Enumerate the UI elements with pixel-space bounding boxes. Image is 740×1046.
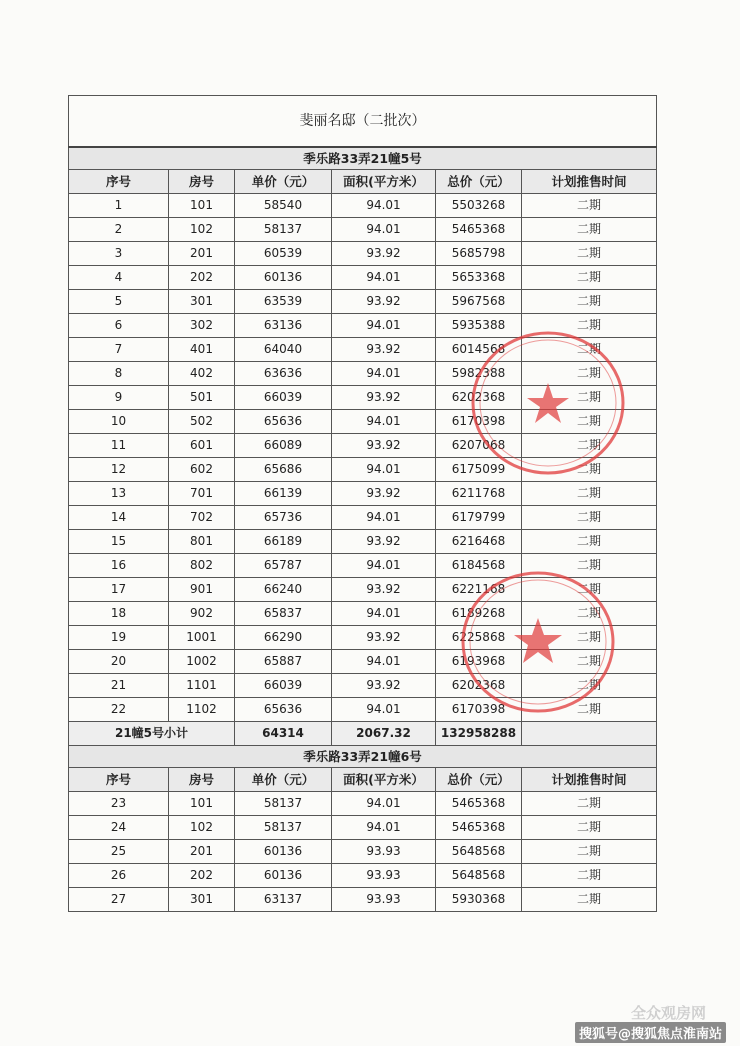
cell-unit-price: 64040 <box>235 338 332 362</box>
section-row <box>69 746 657 768</box>
watermark-site: 全众观房网 <box>630 1004 706 1022</box>
cell-total-price: 5982388 <box>436 362 522 386</box>
subtotal-empty <box>522 722 657 746</box>
cell-index: 6 <box>69 314 169 338</box>
cell-index: 21 <box>69 674 169 698</box>
cell-area: 94.01 <box>332 602 436 626</box>
cell-sale-phase: 二期 <box>522 626 657 650</box>
cell-area: 93.92 <box>332 674 436 698</box>
cell-total-price: 6225868 <box>436 626 522 650</box>
cell-area: 93.93 <box>332 888 436 912</box>
cell-area: 94.01 <box>332 650 436 674</box>
cell-unit-price: 66089 <box>235 434 332 458</box>
cell-total-price: 6221168 <box>436 578 522 602</box>
section-title: 季乐路33弄21幢6号 <box>69 746 657 768</box>
cell-sale-phase: 二期 <box>522 578 657 602</box>
cell-area: 94.01 <box>332 410 436 434</box>
cell-total-price: 6170398 <box>436 698 522 722</box>
cell-total-price: 5465368 <box>436 218 522 242</box>
cell-total-price: 5653368 <box>436 266 522 290</box>
cell-index: 20 <box>69 650 169 674</box>
cell-total-price: 6211768 <box>436 482 522 506</box>
section-row <box>69 147 657 170</box>
cell-area: 93.92 <box>332 386 436 410</box>
table-row <box>69 698 657 722</box>
table-row <box>69 458 657 482</box>
cell-room: 902 <box>169 602 235 626</box>
cell-area: 93.92 <box>332 578 436 602</box>
subtotal-total: 132958288 <box>436 722 522 746</box>
cell-index: 18 <box>69 602 169 626</box>
cell-room: 602 <box>169 458 235 482</box>
cell-unit-price: 63539 <box>235 290 332 314</box>
header-row <box>69 768 657 792</box>
table-row <box>69 410 657 434</box>
cell-room: 1101 <box>169 674 235 698</box>
table-row <box>69 602 657 626</box>
table-row <box>69 650 657 674</box>
cell-sale-phase: 二期 <box>522 530 657 554</box>
cell-total-price: 5935388 <box>436 314 522 338</box>
cell-sale-phase: 二期 <box>522 242 657 266</box>
section-title: 季乐路33弄21幢5号 <box>69 147 657 170</box>
cell-unit-price: 60136 <box>235 840 332 864</box>
table-row <box>69 674 657 698</box>
cell-total-price: 5465368 <box>436 792 522 816</box>
cell-area: 94.01 <box>332 506 436 530</box>
cell-unit-price: 65686 <box>235 458 332 482</box>
table-row <box>69 290 657 314</box>
cell-area: 93.92 <box>332 626 436 650</box>
cell-room: 202 <box>169 266 235 290</box>
cell-room: 1102 <box>169 698 235 722</box>
table-row <box>69 266 657 290</box>
cell-index: 12 <box>69 458 169 482</box>
cell-index: 9 <box>69 386 169 410</box>
table-row <box>69 194 657 218</box>
cell-area: 93.92 <box>332 530 436 554</box>
cell-total-price: 6202368 <box>436 674 522 698</box>
cell-index: 2 <box>69 218 169 242</box>
cell-sale-phase: 二期 <box>522 482 657 506</box>
cell-room: 502 <box>169 410 235 434</box>
column-header: 序号 <box>69 170 169 194</box>
cell-index: 10 <box>69 410 169 434</box>
cell-total-price: 6175099 <box>436 458 522 482</box>
cell-index: 1 <box>69 194 169 218</box>
column-header: 总价（元） <box>436 170 522 194</box>
cell-unit-price: 63136 <box>235 314 332 338</box>
subtotal-area: 2067.32 <box>332 722 436 746</box>
table-row <box>69 482 657 506</box>
cell-sale-phase: 二期 <box>522 314 657 338</box>
cell-index: 16 <box>69 554 169 578</box>
cell-room: 101 <box>169 792 235 816</box>
cell-total-price: 6189268 <box>436 602 522 626</box>
cell-room: 901 <box>169 578 235 602</box>
cell-sale-phase: 二期 <box>522 864 657 888</box>
cell-area: 94.01 <box>332 458 436 482</box>
column-header: 房号 <box>169 170 235 194</box>
title-row <box>69 96 657 148</box>
cell-sale-phase: 二期 <box>522 554 657 578</box>
cell-total-price: 6216468 <box>436 530 522 554</box>
table-row <box>69 434 657 458</box>
table-row <box>69 218 657 242</box>
cell-total-price: 6014568 <box>436 338 522 362</box>
cell-sale-phase: 二期 <box>522 386 657 410</box>
cell-room: 201 <box>169 242 235 266</box>
subtotal-unit-price: 64314 <box>235 722 332 746</box>
cell-sale-phase: 二期 <box>522 338 657 362</box>
cell-room: 102 <box>169 816 235 840</box>
column-header: 计划推售时间 <box>522 170 657 194</box>
cell-area: 94.01 <box>332 554 436 578</box>
column-header: 单价（元） <box>235 170 332 194</box>
cell-index: 11 <box>69 434 169 458</box>
cell-sale-phase: 二期 <box>522 792 657 816</box>
column-header: 单价（元） <box>235 768 332 792</box>
cell-unit-price: 65636 <box>235 410 332 434</box>
column-header: 房号 <box>169 768 235 792</box>
cell-room: 1001 <box>169 626 235 650</box>
cell-total-price: 6184568 <box>436 554 522 578</box>
cell-index: 17 <box>69 578 169 602</box>
cell-total-price: 5503268 <box>436 194 522 218</box>
cell-sale-phase: 二期 <box>522 362 657 386</box>
cell-unit-price: 60539 <box>235 242 332 266</box>
document-title: 斐丽名邸（二批次） <box>69 96 657 148</box>
cell-total-price: 5648568 <box>436 864 522 888</box>
price-table <box>68 95 657 912</box>
cell-index: 5 <box>69 290 169 314</box>
cell-sale-phase: 二期 <box>522 506 657 530</box>
cell-total-price: 6170398 <box>436 410 522 434</box>
table-row <box>69 242 657 266</box>
cell-total-price: 6207068 <box>436 434 522 458</box>
cell-total-price: 6193968 <box>436 650 522 674</box>
cell-area: 94.01 <box>332 314 436 338</box>
cell-room: 101 <box>169 194 235 218</box>
cell-room: 301 <box>169 290 235 314</box>
cell-area: 94.01 <box>332 792 436 816</box>
cell-room: 202 <box>169 864 235 888</box>
cell-sale-phase: 二期 <box>522 650 657 674</box>
column-header: 计划推售时间 <box>522 768 657 792</box>
cell-area: 93.93 <box>332 840 436 864</box>
price-document <box>68 95 656 912</box>
cell-unit-price: 58137 <box>235 218 332 242</box>
cell-sale-phase: 二期 <box>522 434 657 458</box>
cell-total-price: 5930368 <box>436 888 522 912</box>
table-row <box>69 578 657 602</box>
table-row <box>69 840 657 864</box>
cell-area: 93.92 <box>332 242 436 266</box>
cell-index: 7 <box>69 338 169 362</box>
cell-area: 94.01 <box>332 698 436 722</box>
cell-unit-price: 63137 <box>235 888 332 912</box>
cell-room: 301 <box>169 888 235 912</box>
cell-area: 93.93 <box>332 864 436 888</box>
table-row <box>69 864 657 888</box>
table-row <box>69 386 657 410</box>
cell-unit-price: 65787 <box>235 554 332 578</box>
subtotal-row <box>69 722 657 746</box>
watermark-account: 搜狐号@搜狐焦点淮南站 <box>575 1022 726 1043</box>
cell-unit-price: 60136 <box>235 864 332 888</box>
cell-room: 401 <box>169 338 235 362</box>
cell-total-price: 6179799 <box>436 506 522 530</box>
cell-room: 702 <box>169 506 235 530</box>
header-row <box>69 170 657 194</box>
table-row <box>69 554 657 578</box>
cell-area: 94.01 <box>332 266 436 290</box>
cell-sale-phase: 二期 <box>522 290 657 314</box>
table-row <box>69 888 657 912</box>
cell-sale-phase: 二期 <box>522 698 657 722</box>
cell-area: 94.01 <box>332 218 436 242</box>
cell-unit-price: 58137 <box>235 816 332 840</box>
column-header: 面积(平方米） <box>332 170 436 194</box>
cell-total-price: 5685798 <box>436 242 522 266</box>
cell-sale-phase: 二期 <box>522 218 657 242</box>
cell-sale-phase: 二期 <box>522 410 657 434</box>
cell-index: 19 <box>69 626 169 650</box>
cell-index: 25 <box>69 840 169 864</box>
cell-sale-phase: 二期 <box>522 458 657 482</box>
cell-area: 93.92 <box>332 482 436 506</box>
subtotal-label: 21幢5号小计 <box>69 722 235 746</box>
cell-index: 22 <box>69 698 169 722</box>
cell-unit-price: 58540 <box>235 194 332 218</box>
cell-index: 27 <box>69 888 169 912</box>
cell-area: 93.92 <box>332 434 436 458</box>
cell-room: 801 <box>169 530 235 554</box>
cell-index: 24 <box>69 816 169 840</box>
cell-unit-price: 65636 <box>235 698 332 722</box>
cell-area: 94.01 <box>332 362 436 386</box>
cell-unit-price: 65736 <box>235 506 332 530</box>
cell-room: 402 <box>169 362 235 386</box>
cell-index: 8 <box>69 362 169 386</box>
cell-unit-price: 65837 <box>235 602 332 626</box>
cell-index: 13 <box>69 482 169 506</box>
cell-sale-phase: 二期 <box>522 816 657 840</box>
cell-area: 93.92 <box>332 290 436 314</box>
cell-sale-phase: 二期 <box>522 840 657 864</box>
cell-room: 802 <box>169 554 235 578</box>
table-row <box>69 792 657 816</box>
cell-total-price: 5648568 <box>436 840 522 864</box>
cell-area: 94.01 <box>332 816 436 840</box>
cell-room: 102 <box>169 218 235 242</box>
cell-index: 3 <box>69 242 169 266</box>
cell-total-price: 6202368 <box>436 386 522 410</box>
table-row <box>69 816 657 840</box>
column-header: 序号 <box>69 768 169 792</box>
cell-room: 201 <box>169 840 235 864</box>
column-header: 总价（元） <box>436 768 522 792</box>
cell-unit-price: 66039 <box>235 386 332 410</box>
table-row <box>69 506 657 530</box>
cell-sale-phase: 二期 <box>522 888 657 912</box>
cell-unit-price: 66290 <box>235 626 332 650</box>
cell-unit-price: 66039 <box>235 674 332 698</box>
cell-unit-price: 58137 <box>235 792 332 816</box>
column-header: 面积(平方米） <box>332 768 436 792</box>
cell-total-price: 5465368 <box>436 816 522 840</box>
cell-index: 4 <box>69 266 169 290</box>
cell-area: 94.01 <box>332 194 436 218</box>
cell-room: 601 <box>169 434 235 458</box>
cell-index: 15 <box>69 530 169 554</box>
cell-sale-phase: 二期 <box>522 602 657 626</box>
table-row <box>69 362 657 386</box>
cell-room: 302 <box>169 314 235 338</box>
cell-sale-phase: 二期 <box>522 194 657 218</box>
cell-unit-price: 66189 <box>235 530 332 554</box>
table-row <box>69 314 657 338</box>
table-row <box>69 626 657 650</box>
cell-unit-price: 65887 <box>235 650 332 674</box>
cell-room: 501 <box>169 386 235 410</box>
cell-room: 701 <box>169 482 235 506</box>
cell-total-price: 5967568 <box>436 290 522 314</box>
table-row <box>69 530 657 554</box>
cell-unit-price: 66240 <box>235 578 332 602</box>
cell-index: 23 <box>69 792 169 816</box>
cell-area: 93.92 <box>332 338 436 362</box>
cell-room: 1002 <box>169 650 235 674</box>
cell-sale-phase: 二期 <box>522 266 657 290</box>
cell-unit-price: 60136 <box>235 266 332 290</box>
table-row <box>69 338 657 362</box>
cell-sale-phase: 二期 <box>522 674 657 698</box>
cell-unit-price: 63636 <box>235 362 332 386</box>
cell-unit-price: 66139 <box>235 482 332 506</box>
cell-index: 14 <box>69 506 169 530</box>
cell-index: 26 <box>69 864 169 888</box>
